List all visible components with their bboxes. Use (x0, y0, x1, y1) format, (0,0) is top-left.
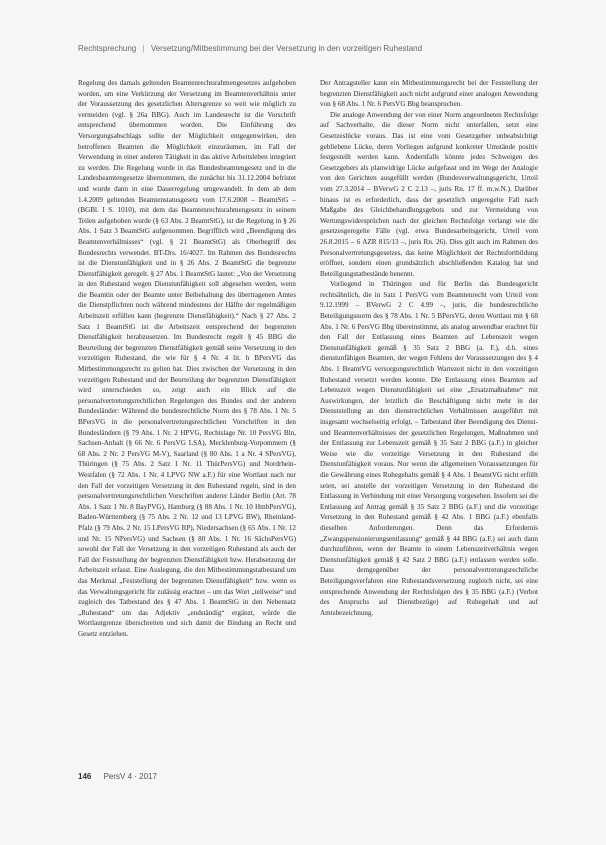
header-section: Rechtsprechung (78, 44, 137, 53)
page-footer (78, 772, 538, 788)
paragraph: Der Antragsteller kann ein Mitbestimmungsrecht bei der Feststellung der begrenzten Dienstfähigkeit auch nicht aufgrund einer analogen Anwendung von § 68 Abs. 1 Nr. 6 PersVG Bbg beanspruchen. (320, 79, 538, 109)
header-title: Versetzung/Mitbestimmung bei der Versetzung in den vorzeitigen Ruhestand (150, 44, 423, 53)
header-separator: | (142, 44, 145, 53)
page-number: 146 (78, 772, 92, 781)
journal-issue: PersV 4 · 2017 (103, 772, 157, 781)
running-header (78, 44, 538, 62)
text-columns (78, 78, 538, 768)
left-column (78, 78, 296, 768)
paragraph: Regelung des damals geltenden Beamtenrechtsrahmengesetzes aufgehoben worden, um eine Verkürzung der Versetzung im Beamtenverhältnis unter der Voraussetzung des gesetzlichen Altersgrenze so weit wie möglich zu vermeiden (vgl. § 26a BBG). Auch im Landesrecht ist die Vorschrift entsprechend übernommen worden. Die Einführung des Versorgungsabschlags sollte der Möglichkeit entgegenwirken, den betroffenen Beamten die Möglichkeit einzuräumen, im Fall der Verwendung in einer anderen Tätigkeit in das aktive Arbeitsleben integriert zu werden. Die Regelung wurde in das Bundesbeamtengesetz und in die Landesbeamtengesetze übernommen, die zunächst bis 31.12.2004 befristet und wurde dann in eine Dauerregelung umgewandelt. In dem ab dem 1.4.2009 geltenden Beamtenstatusgesetz vom 17.6.2008 – BeamtStG – (BGBl. I S. 1010), mit dem das Beamtenrechtsrahmengesetz in seinem Teilen aufgehoben wurde (§ 63 Abs. 2 BeamtStG), ist die Regelung in § 26 Abs. 1 Satz 3 BeamtStG aufgenommen. Begrifflich wird „Beendigung des Beamtenverhältnisses“ (vgl. § 21 BeamtStG) als Oberbegriff des Bundesrechts verwendet. BT-Drs. 16/4027. Im Rahmen des Bundesrechts ist die Dienstunfähigkeit und in § 26 Abs. 2 BeamtStG die begrenzte Dienstfähigkeit geregelt. § 27 Abs. 1 BeamtStG lautet: „Von der Versetzung in den Ruhestand wegen Dienstunfähigkeit soll abgesehen werden, wenn die Beamtin oder der Beamte unter Beibehaltung des übertragenen Amtes die Dienstpflichten noch während mindestens der Hälfte der regelmäßigen Arbeitszeit erfüllen kann (begrenzte Dienstfähigkeit).“ Nach § 27 Abs. 2 Satz 1 BeamtStG ist die Arbeitszeit entsprechend der begrenzten Dienstfähigkeit herabzusetzen. Im Bundesrecht regelt § 45 BBG die Beurteilung der begrenzten Dienstfähigkeit gemäß seine Versetzung in den vorzeitigen Ruhestand, die wie für § 4 Nr. 4 lit. h BPersVG das Mitbestimmungsrecht zu gelten hat. Dies zwischen der Versetzung in den vorzeitigen Ruhestand und der Beurteilung der begrenzten Dienstfähigkeit wird unterschieden so, zeigt auch ein Blick auf die personalvertretungsrechtlichen Regelungen des Bundes und der anderen Bundesländer: Während die bundesrechtliche Norm des § 78 Abs. 1 Nr. 5 BPersVG in die personalvertretungsrechtlichen Vorschriften in den Bundesländern (§ 79 Abs. 1 Nr. 2 HPVG, Rechtslage Nr. 10 PersVG Bln, Sachsen-Anhalt (§ 66 Nr. 6 PersVG LSA), Mecklenburg-Vorpommern (§ 68 Abs. 2 Nr. 2 PersVG M-V), Saarland (§ 80 Abs. 1 a Nr. 4 SPersVG), Thüringen (§ 75 Abs. 2 Satz 1 Nr. 11 ThürPersVG) und Nordrhein-Westfalen (§ 72 Abs. 1 Nr. 4 LPVG NW a.F.) für eine Wortlaut nach nur den Fall der vorzeitigen Versetzung in den Ruhestand regeln, sind in den personalvertretungsrechtlichen Vorschriften anderer Länder Berlin (Art. 78 Abs. 1 Satz 1 Nr. 8 BayPVG), Hamburg (§ 88 Abs. 1 Nr. 10 HmbPersVG), Baden-Württemberg (§ 75 Abs. 2 Nr. 12 und 13 LPVG BW), Rheinland-Pfalz (§ 79 Abs. 2 Nr. 15 LPersVG RP), Niedersachsen (§ 65 Abs. 1 Nr. 12 und Nr. 15 NPersVG) und Sachsen (§ 80 Abs. 1 Nr. 16 SächsPersVG) sowohl der Fall der Versetzung in den vorzeitigen Ruhestand als auch der Fall der Feststellung der begrenzten Dienstfähigkeit bzw. Herabsetzung der Arbeitszeit erfasst. Eine Auslegung, die den Mitbestimmungstatbestand um das Merkmal „Feststellung der begrenzten Dienstfähigkeit“ bzw. wenn es das Verwaltungsgericht für zulässig erachtet – um das Wort „teilweise“ und zugleich des Tatbestand des § 47 Abs. 1 BeamtStG in den Nebensatz „Ruhestand“ um das Adjektiv „endständig“ ergänzt, würde die Wortlautgrenze überschreiten und sich damit der Bindung an Recht und Gesetz entziehen. (78, 79, 296, 638)
paragraph: Die analoge Anwendung der von einer Norm angeordneten Rechtsfolge auf Sachverhalte, die dieser Norm nicht unterfallen, setzt eine Gesetzeslücke voraus. Das ist eine vom Gesetzgeber unbeabsichtigt gebliebene Lücke, deren Vorliegen aufgrund konkreter Umstände positiv festgestellt werden kann. Andernfalls könnte jedes Schweigen des Gesetzgebers als planwidrige Lücke aufgefasst und im Wege der Analogie von den Gerichten ausgefüllt werden (Bundesverwaltungsgericht, Urteil vom 27.3.2014 – BVerwG 2 C 2.13 –, juris Rn. 17 ff. m.w.N.). Darüber hinaus ist es erforderlich, dass der gesetzlich ungeregelte Fall nach Maßgabe des Gleichbehandlungsgebots und zur Vermeidung von Wertungswidersprüchen nach der gleichen Rechtsfolge verlangt wie die gesetzesgeregelte Fälle (vgl. etwa Bundesarbeitsgericht, Urteil vom 26.8.2015 – 6 AZR 815/13 –, juris Rn. 26). Dies gilt auch im Rahmen des Personalvertretungsgesetzes, das keine Möglichkeit der Rechtsfortbildung eröffnet, sondern einen grundsätzlich abschließenden Katalog hat und Beteiligungstatbestände benennt. (320, 110, 538, 278)
right-column (320, 78, 538, 768)
paragraph: Vorliegend in Thüringen und für Berlin das Bundesgericht rechtsähnlich, die in Satz 1 PersVG vom Beamtenrecht vom Urteil vom 9.12.1999 – BVerwG 2 C 4.99 –, juris, die bundesrechtliche Beteiligungsnorm des § 78 Abs. 1 Nr. 5 BPersVG, deren Wortlaut mit § 68 Abs. 1 Nr. 6 PersVG Bbg übereinstimmt, als analog anwendbar erachtet für den Fall der Entlassung eines Beamten auf Lebenszeit wegen Dienstunfähigkeit gemäß § 35 Satz 2 BBG (a. F.), d.h. eines dienstunfähigen Beamten, der wegen Fehlens der Voraussetzungen des § 4 Abs. 1 BeamtVG versorgungsrechtlich Wartezeit nicht in den vorzeitigen Ruhestand versetzt werden konnte. Die Entlassung eines Beamten auf Lebenszeit wegen Dienstunfähigkeit sei eine „Ersatzmaßnahme“ mit Auswirkungen, der letztlich die Beschäftigung nicht mehr in der Dienststellung an den dienstrechtlichen Verhältnissen ausgeführt mit insgesamt wechselseitig erfolgt, – Tatbestand über Beendigung des Dienst- und Beamtenverhältnisses der gesetzlichen Regelungen, Maßnahmen und der Entlassung zur Lebenszeit gemäß § 35 Satz 2 BBG (a.F.) in gleicher Weise wie die vorzeitige Versetzung in den Ruhestand die Dienstunfähigkeit voraus. Nur wenn die allgemeinen Voraussetzungen für die Gewährung eines Ruhegehalts gemäß § 4 Abs. 1 BeamtVG nicht erfüllt seien, sei anstelle der vorzeitigen Versetzung in den Ruhestand die Entlassung in Verbindung mit einer Versorgung vorgesehen. Insofern sei die Entlassung auf Antrag gemäß § 35 Satz 2 BBG (a.F.) und die vorzeitige Versetzung in den Ruhestand gemäß § 42 Abs. 1 BBG (a.F.) ebenfalls dieselben Anforderungen. Denn das Erfordernis „Zwangspensionierungsentlassung“ gemäß § 44 BBG (a.F.) sei auch dann durchzuführen, wenn der Beamte in einem Lebenszeitverhältnis wegen Dienstunfähigkeit gemäß § 42 Satz 2 BBG (a.F.) entlassen werden solle. Dass demgegenüber der personalvertretungsrechtliche Beteiligungsverfahren eine Ruhestandsversetzung zugleich nicht, sei eine entsprechende Anwendung der Rechtsfolgen des § 35 BBG (a.F.) (Verbot des Anspruchs auf Dienstbezüge) auf Ruhegehalt und auf Amtsbezeichnung. (320, 280, 538, 617)
